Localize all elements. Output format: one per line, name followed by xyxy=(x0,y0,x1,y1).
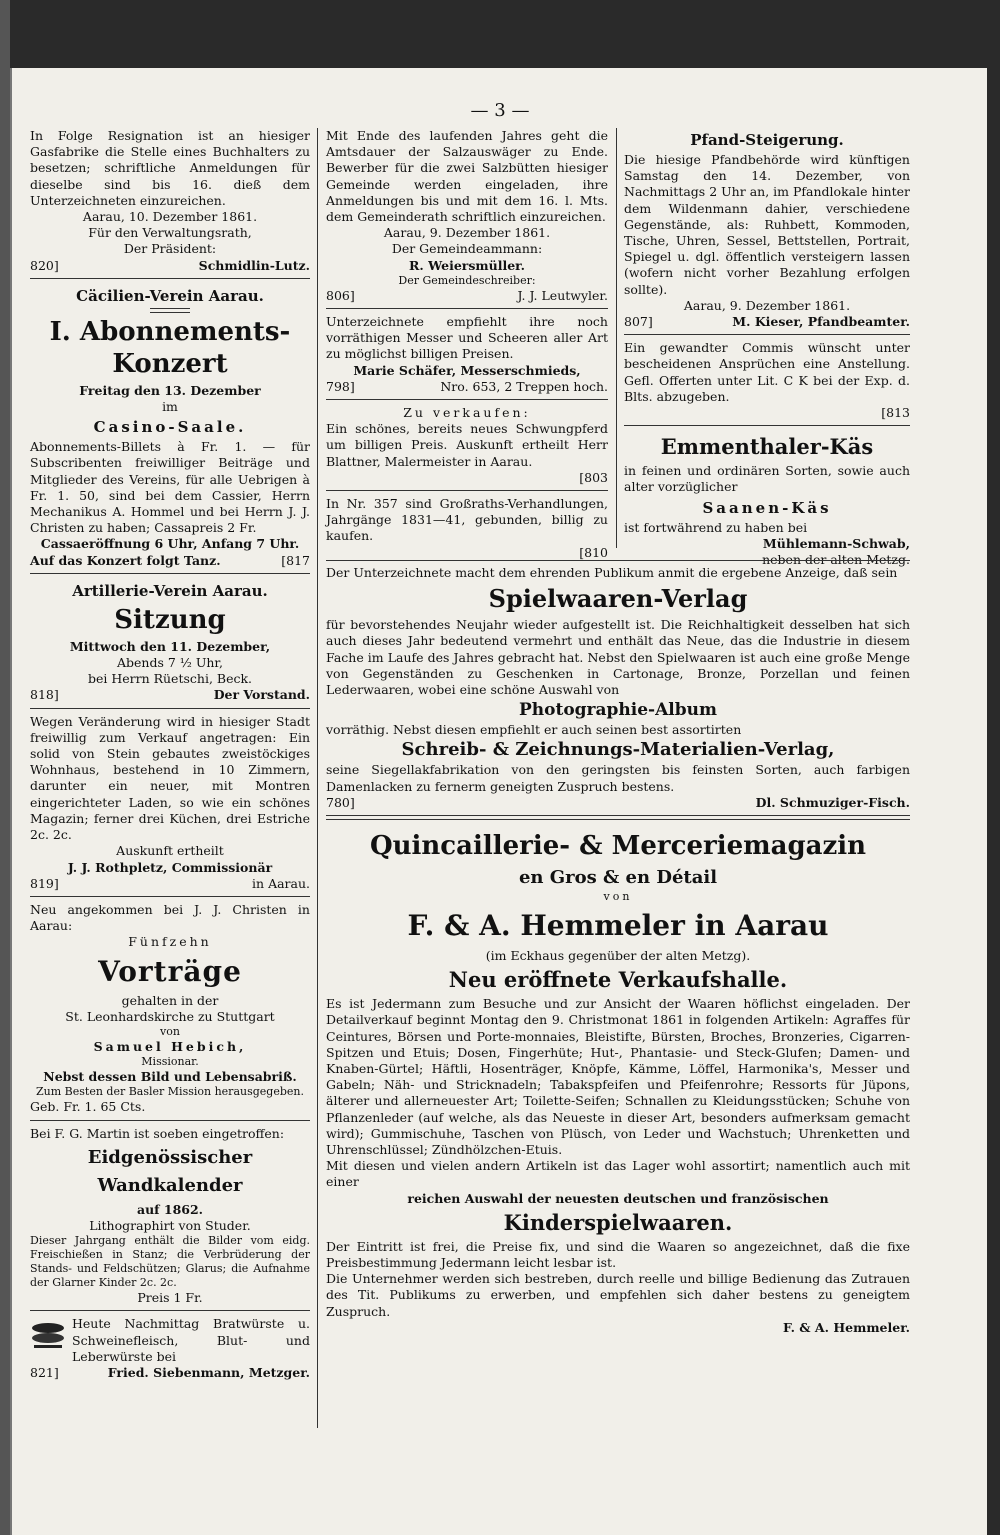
ad-text: seine Siegellakfabrikation von den geringsten bis feinsten Sorten, auch farbigen Damenlacken zu fernerm geneigten Zuspruch bestens. xyxy=(326,762,910,794)
ad-text: Die hiesige Pfandbehörde wird künftigen Samstag den 14. Dezember, von Nachmittags 2 Uhr an, im Pfandlokale hinter dem Wildenmann dahier, verschiedene Gegenstände, als: Ruhbett, Kommoden, Tische, Uhren, Sessel, Bettstellen, Portrait, Spiegel u. dgl. öffentlich versteigern lassen (wofern nicht vorher Bezahlung erfolgen sollte). xyxy=(624,152,910,297)
ad-text: Mit diesen und vielen andern Artikeln ist das Lager wohl assortirt; namentlich auch mit einer xyxy=(326,1158,910,1190)
ad-heading: Saanen-Käs xyxy=(702,498,832,517)
ad-date: Aarau, 9. Dezember 1861. xyxy=(683,297,851,313)
ad-text: In Folge Resignation ist an hiesiger Gasfabrike die Stelle eines Buchhalters zu besetzen; schriftliche Anmeldungen für dieselbe sind bis 16. dieß dem Unterzeichneten einzureichen. xyxy=(30,128,310,208)
ad-venue: Casino-Saale. xyxy=(93,418,247,437)
ad-text: Ein gewandter Commis wünscht unter bescheidenen Ansprüchen eine Anstellung. Gefl. Offerten unter Lit. C K bei der Exp. d. Blts. abzugeben. xyxy=(624,340,910,404)
ad-signature: Fried. Siebenmann, Metzger. xyxy=(107,1364,310,1380)
ad-signature: J. J. Leutwyler. xyxy=(517,287,608,303)
sausage-icon xyxy=(30,1318,66,1352)
ad-text: Wegen Veränderung wird in hiesiger Stadt freiwillig zum Verkauf angetragen: Ein solid von Stein gebautes zweistöckiges Wohnhaus, bestehend in 10 Zimmern, darunter ein neuer, mit Montren eingerichteter Laden, so wie ein schönes Magazin; ferner drei Küchen, drei Estriche 2c. 2c. xyxy=(30,713,310,843)
ad-firm-name: F. & A. Hemmeler in Aarau xyxy=(407,909,829,943)
ad-heading: Emmenthaler-Käs xyxy=(660,434,874,460)
ad-text: Abends 7 ½ Uhr, xyxy=(116,655,224,671)
ad-text: reichen Auswahl der neuesten deutschen und französischen xyxy=(407,1190,829,1206)
wide-section xyxy=(326,560,910,1343)
scan-edge xyxy=(0,0,10,1535)
ad-signature: Marie Schäfer, Messerschmieds, xyxy=(353,362,581,378)
ad-text: Bei F. G. Martin ist soeben eingetroffen: xyxy=(30,1125,285,1141)
ad-signature: F. & A. Hemmeler. xyxy=(782,1319,910,1335)
ad-text: Unterzeichnete empfiehlt ihre noch vorräthigen Messer und Scheeren aller Art zu möglichst billigen Preisen. xyxy=(326,314,608,362)
ad-text: Samuel Hebich, xyxy=(93,1038,247,1054)
ad-text: Ein schönes, bereits neues Schwungpferd um billigen Preis. Auskunft ertheilt Herr Blattner, Malermeister in Aarau. xyxy=(326,421,608,469)
ad-artillerie-verein xyxy=(30,577,310,709)
ad-commis xyxy=(624,338,910,426)
ad-heading: Kinderspielwaaren. xyxy=(503,1209,733,1235)
ad-text: Der Eintritt ist frei, die Preise fix, und sind die Waaren so angezeichnet, daß die fixe Preisbestimmung Jedermann leicht lesbar ist. xyxy=(326,1238,910,1271)
ad-signature: Dl. Schmuziger-Fisch. xyxy=(755,794,910,810)
ad-date: Aarau, 9. Dezember 1861. xyxy=(383,225,551,241)
ad-text: Dieser Jahrgang enthält die Bilder vom eidg. Freischießen in Stanz; die Verbrüderung der Stands- und Feldschützen; Glarus; die Aufnahme der Glarner Kinder 2c. 2c. xyxy=(30,1234,310,1290)
ad-metzger xyxy=(30,1314,310,1385)
ad-text: in Aarau. xyxy=(252,875,310,891)
ad-heading: Eidgenössischer Wandkalender xyxy=(87,1146,253,1196)
ad-heading: Spielwaaren-Verlag xyxy=(488,584,748,614)
ad-signature: Der Vorstand. xyxy=(213,687,310,703)
ad-text: Nro. 653, 2 Treppen hoch. xyxy=(440,378,608,394)
ad-text: bei Herrn Rüetschi, Beck. xyxy=(87,671,253,687)
ad-date: Mittwoch den 11. Dezember, xyxy=(69,638,271,654)
ad-number: 818] xyxy=(30,687,59,703)
ad-wohnhaus xyxy=(30,712,310,897)
ad-number: 820] xyxy=(30,257,59,273)
ad-signature: Schmidlin-Lutz. xyxy=(198,257,310,273)
ad-text: ist fortwährend zu haben bei xyxy=(624,519,808,535)
ad-text: Abonnements-Billets à Fr. 1. — für Subscribenten freiwilliger Beiträge und Mitglieder des Vereins, für alle Uebrigen à Fr. 1. 50, sind bei dem Cassier, Herrn Mechanikus A. Hommel und bei Herrn J. J. Christen zu haben; Cassapreis 2 Fr. xyxy=(30,439,310,536)
ad-text: Es ist Jedermann zum Besuche und zur Ansicht der Waaren höflichst eingeladen. Der Detailverkauf beginnt Montag den 9. Christmonat 1861 in folgenden Artikeln: Agraffes für Ceintures, Börsen und Porte-monnaies, Bleistifte, Bürsten, Broches, Bronzeries, Cigarren-Spitzen und Etuis; Dosen, Fingerhüte; Hut-, Phantasie- und Steck-Glufen; Damen- und Knaben-Gürtel; Häftli, Hosenträger, Knöpfe, Kämme, Löffel, Harmonika's, Messer und Gabeln; Näh- und Stricknadeln; Tabakspfeifen und Pfeifenrohre; Ressorts für Jüpons, älterer und allerneuester Art; Toilette-Seifen; Schnallen zu Kleidungsstücken; Schuhe von Pflanzenleder (auf welche, als das Neueste in dieser Art, besonders aufmerksam gemacht wird); Gummischuhe, Taschen von Plüsch, von Leder und Wachstuch; Uhrenketten und Uhrenschlüssel; Zündhölzchen-Etuis. xyxy=(326,996,910,1158)
ad-date: Aarau, 10. Dezember 1861. xyxy=(82,209,258,225)
ad-wandkalender xyxy=(30,1124,310,1312)
ad-heading: Sitzung xyxy=(114,604,226,635)
ad-number: [817 xyxy=(281,552,310,568)
ad-date: Freitag den 13. Dezember xyxy=(79,382,261,398)
ad-text: Nebst dessen Bild und Lebensabriß. xyxy=(43,1069,297,1085)
ad-text: Die Unternehmer werden sich bestreben, durch reelle und billige Bedienung das Zutrauen des Tit. Publikums zu erwerben, und empfehlen sich daher bestens zu geneigtem Zuspruch. xyxy=(326,1271,910,1319)
ad-text: Fünfzehn xyxy=(128,934,212,950)
ad-quincaillerie xyxy=(326,819,910,1340)
ad-text: in feinen und ordinären Sorten, sowie auch alter vorzüglicher xyxy=(624,463,910,495)
ad-text: Lithographirt von Studer. xyxy=(89,1217,251,1233)
ad-heading: I. Abonnements-Konzert xyxy=(49,316,291,379)
ad-text: In Nr. 357 sind Großraths-Verhandlungen, Jahrgänge 1831—41, gebunden, billig zu kaufen. xyxy=(326,496,608,544)
ad-text: von xyxy=(160,1024,180,1038)
ad-messer xyxy=(326,312,608,400)
ad-text: Auf das Konzert folgt Tanz. xyxy=(30,552,221,568)
ad-text: J. J. Rothpletz, Commissionär xyxy=(67,859,273,875)
ad-price: Preis 1 Fr. xyxy=(137,1290,203,1306)
ad-number: 780] xyxy=(326,794,355,810)
ad-signature: R. Weiersmüller. xyxy=(409,257,525,273)
column-middle xyxy=(326,126,608,568)
ad-vortraege xyxy=(30,900,310,1121)
ad-number: 798] xyxy=(326,378,355,394)
ad-signline: Der Gemeindeammann: xyxy=(391,241,543,257)
ad-signature: M. Kieser, Pfandbeamter. xyxy=(732,314,910,330)
ad-text: Mit Ende des laufenden Jahres geht die Amtsdauer der Salzauswäger zu Ende. Bewerber für die zwei Salzbütten hiesiger Gemeinde werden eingeladen, ihre Anmeldungen bis und mit dem 16. l. Mts. dem Gemeinderath schriftlich einzureichen. xyxy=(326,128,608,225)
ad-text: Heute Nachmittag Bratwürste u. Schweinefleisch, Blut- und Leberwürste bei xyxy=(72,1316,310,1364)
column-rule-1 xyxy=(317,128,318,1428)
ad-title: Cäcilien-Verein Aarau. xyxy=(76,286,264,305)
ad-signature: Mühlemann-Schwab, xyxy=(762,535,910,551)
ad-text: Der Unterzeichnete macht dem ehrenden Publikum anmit die ergebene Anzeige, daß sein xyxy=(326,565,898,580)
ad-title: Pfand-Steigerung. xyxy=(690,131,844,149)
ad-heading: Schreib- & Zeichnungs-Materialien-Verlag, xyxy=(401,739,835,761)
ad-signline: Für den Verwaltungsrath, xyxy=(88,225,252,241)
ad-spielwaaren-verlag xyxy=(326,560,910,816)
ad-number: [803 xyxy=(579,469,608,485)
ad-signline: Der Präsident: xyxy=(123,241,217,257)
ad-number: 821] xyxy=(30,1364,59,1380)
ad-number: 806] xyxy=(326,287,355,303)
column-right xyxy=(624,126,910,575)
ornament-divider xyxy=(150,308,190,313)
ad-signline: Der Gemeindeschreiber: xyxy=(398,273,536,287)
ad-salzauswaeger xyxy=(326,126,608,309)
ad-gasfabrike xyxy=(30,126,310,279)
ad-text: Zum Besten der Basler Mission herausgegeben. xyxy=(36,1085,304,1099)
ad-heading: Photographie-Album xyxy=(519,700,717,721)
ad-text: im xyxy=(162,399,178,415)
column-rule-2 xyxy=(616,128,617,548)
ad-text: Missionar. xyxy=(141,1055,199,1069)
ad-heading: Neu eröffnete Verkaufshalle. xyxy=(448,967,788,993)
ad-text: Neu angekommen bei J. J. Christen in Aarau: xyxy=(30,901,310,934)
ad-verhandlungen xyxy=(326,494,608,565)
ad-price: Geb. Fr. 1. 65 Cts. xyxy=(30,1099,146,1115)
ad-number: 819] xyxy=(30,875,59,891)
ad-title: Zu verkaufen: xyxy=(403,405,531,421)
ad-kaese xyxy=(624,429,910,572)
ad-text: von xyxy=(603,890,633,904)
ad-text: vorräthig. Nebst diesen empfiehlt er auch seinen best assortirten xyxy=(326,722,742,738)
ad-number: [813 xyxy=(881,405,910,421)
ad-text: gehalten in der xyxy=(121,992,219,1008)
ad-text: auf 1862. xyxy=(136,1201,204,1217)
ad-title: Artillerie-Verein Aarau. xyxy=(72,581,268,600)
ad-subheading: en Gros & en Détail xyxy=(518,867,718,889)
ad-caecilien-verein xyxy=(30,282,310,574)
ad-text: Cassaeröffnung 6 Uhr, Anfang 7 Uhr. xyxy=(40,536,300,552)
ad-number: 807] xyxy=(624,314,653,330)
ad-heading: Vorträge xyxy=(98,954,242,988)
ad-schwungpferd xyxy=(326,403,608,491)
page-number: — 3 — xyxy=(470,100,530,121)
ad-heading: Quincaillerie- & Merceriemagazin xyxy=(369,831,867,862)
ad-pfand-steigerung xyxy=(624,126,910,335)
ad-text: neben der alten Metzg. xyxy=(762,552,910,568)
ad-text: St. Leonhardskirche zu Stuttgart xyxy=(65,1008,275,1024)
column-left xyxy=(30,126,310,1388)
ad-text: Auskunft ertheilt xyxy=(116,843,224,859)
ad-text: (im Eckhaus gegenüber der alten Metzg). xyxy=(485,948,751,964)
ad-text: für bevorstehendes Neujahr wieder aufgestellt ist. Die Reichhaltigkeit desselben hat sich auch dieses Jahr bedeutend vermehrt und enthält das Neue, das die Industrie in diesem Fache im Laufe des Jahres gebracht hat. Nebst den Spielwaaren ist auch eine große Menge von Gegenständen zu Geschenken in Cartonage, Bronze, Porzellan und feinen Lederwaaren, wobei eine schöne Auswahl von xyxy=(326,617,910,698)
ad-number: [810 xyxy=(579,544,608,560)
